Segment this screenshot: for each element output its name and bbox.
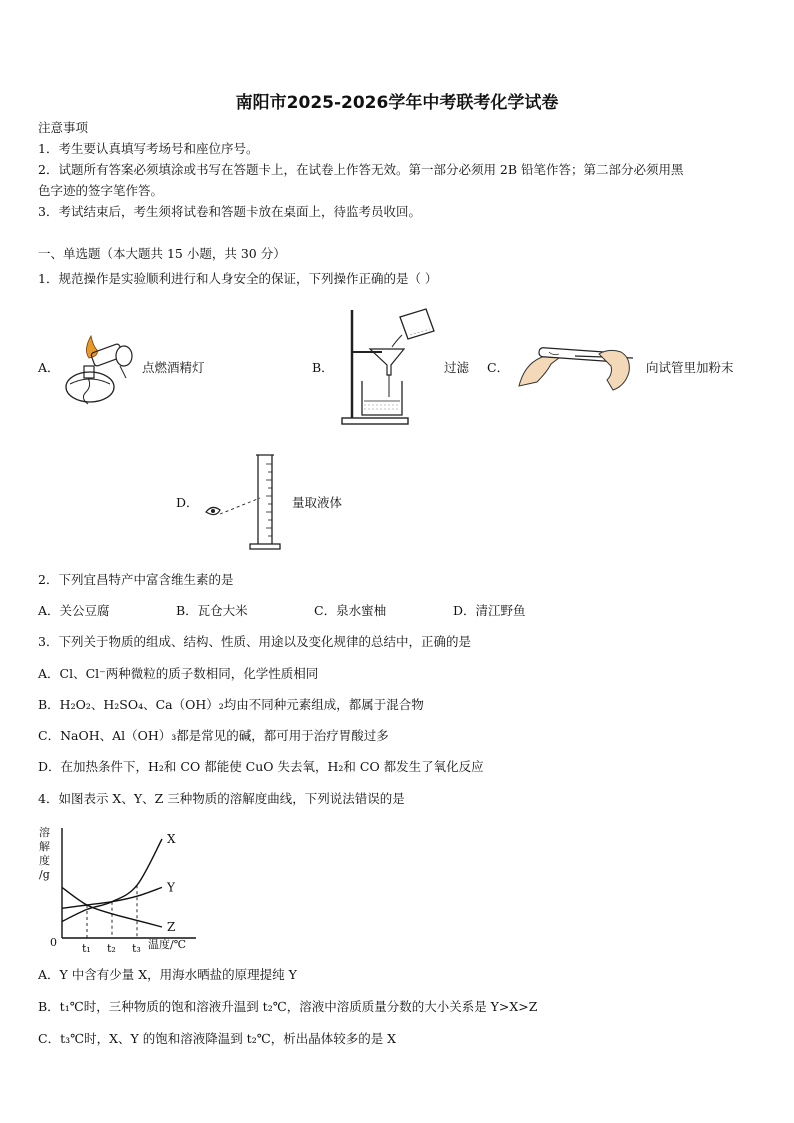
chart-xlabel: 温度/℃	[148, 938, 187, 951]
q1-b-text: 过滤	[444, 360, 470, 375]
series-label-y: Y	[167, 880, 175, 895]
q1-d-text: 量取液体	[292, 495, 343, 510]
notice-item: 3．考试结束后，考生须将试卷和答题卡放在桌面上，待监考员收回。	[38, 204, 421, 219]
alcohol-lamp-figure	[62, 322, 142, 412]
notice-item: 2．试题所有答案必须填涂或书写在答题卡上，在试卷上作答无效。第一部分必须用 2B 铅笔作答；第二部分必须用黑	[38, 162, 684, 177]
q1-b-letter: B．	[312, 360, 334, 375]
q1-a-letter: A．	[38, 360, 60, 375]
q2-option-c: C．泉水蜜柚	[314, 603, 387, 618]
q2-option-d: D．清江野鱼	[453, 603, 526, 618]
q3-stem: 3．下列关于物质的组成、结构、性质、用途以及变化规律的总结中，正确的是	[38, 634, 471, 649]
q4-option-c: C．t₃℃时，X、Y 的饱和溶液降温到 t₂℃，析出晶体较多的是 X	[38, 1031, 397, 1046]
x-tick-label: t₁	[82, 942, 91, 955]
section-heading: 一、单选题（本大题共 15 小题，共 30 分）	[38, 246, 286, 261]
notice-heading: 注意事项	[38, 120, 89, 135]
test-tube-powder-figure	[515, 336, 640, 394]
graduated-cylinder-figure	[202, 452, 288, 552]
q3-option-a: A．Cl、Cl⁻两种微粒的质子数相同，化学性质相同	[38, 666, 319, 681]
q1-c-letter: C．	[487, 360, 510, 375]
chart-ylabel: 溶解度/g	[39, 826, 50, 881]
q4-stem: 4．如图表示 X、Y、Z 三种物质的溶解度曲线，下列说法错误的是	[38, 791, 405, 806]
q4-option-b: B．t₁℃时，三种物质的饱和溶液升温到 t₂℃，溶液中溶质质量分数的大小关系是 Y>X>Z	[38, 999, 538, 1014]
filtration-figure	[340, 305, 440, 428]
q1-stem: 1．规范操作是实验顺利进行和人身安全的保证，下列操作正确的是（ ）	[38, 271, 438, 286]
page-title: 南阳市2025-2026学年中考联考化学试卷	[235, 93, 559, 113]
q1-a-text: 点燃酒精灯	[142, 360, 205, 375]
q2-option-a: A．关公豆腐	[38, 603, 110, 618]
q3-option-b: B．H₂O₂、H₂SO₄、Ca（OH）₂均由不同种元素组成，都属于混合物	[38, 697, 424, 712]
x-tick-label: t₂	[107, 942, 116, 955]
series-label-z: Z	[167, 920, 176, 934]
notice-item: 1．考生要认真填写考场号和座位序号。	[38, 141, 259, 156]
chart-origin-label: 0	[50, 936, 57, 949]
x-tick-label: t₃	[132, 942, 141, 955]
solubility-chart	[36, 822, 204, 956]
q2-option-b: B．瓦仓大米	[176, 603, 248, 618]
q3-option-d: D．在加热条件下，H₂和 CO 都能使 CuO 失去氧，H₂和 CO 都发生了氧化反应	[38, 759, 484, 774]
q1-d-letter: D．	[176, 495, 199, 510]
q3-option-c: C．NaOH、Al（OH）₃都是常见的碱，都可用于治疗胃酸过多	[38, 728, 389, 743]
series-label-x: X	[167, 832, 176, 846]
notice-item: 色字迹的签字笔作答。	[38, 183, 164, 198]
q4-option-a: A．Y 中含有少量 X，用海水晒盐的原理提纯 Y	[38, 967, 297, 982]
q1-c-text: 向试管里加粉末	[646, 360, 734, 375]
q2-stem: 2．下列宜昌特产中富含维生素的是	[38, 572, 234, 587]
